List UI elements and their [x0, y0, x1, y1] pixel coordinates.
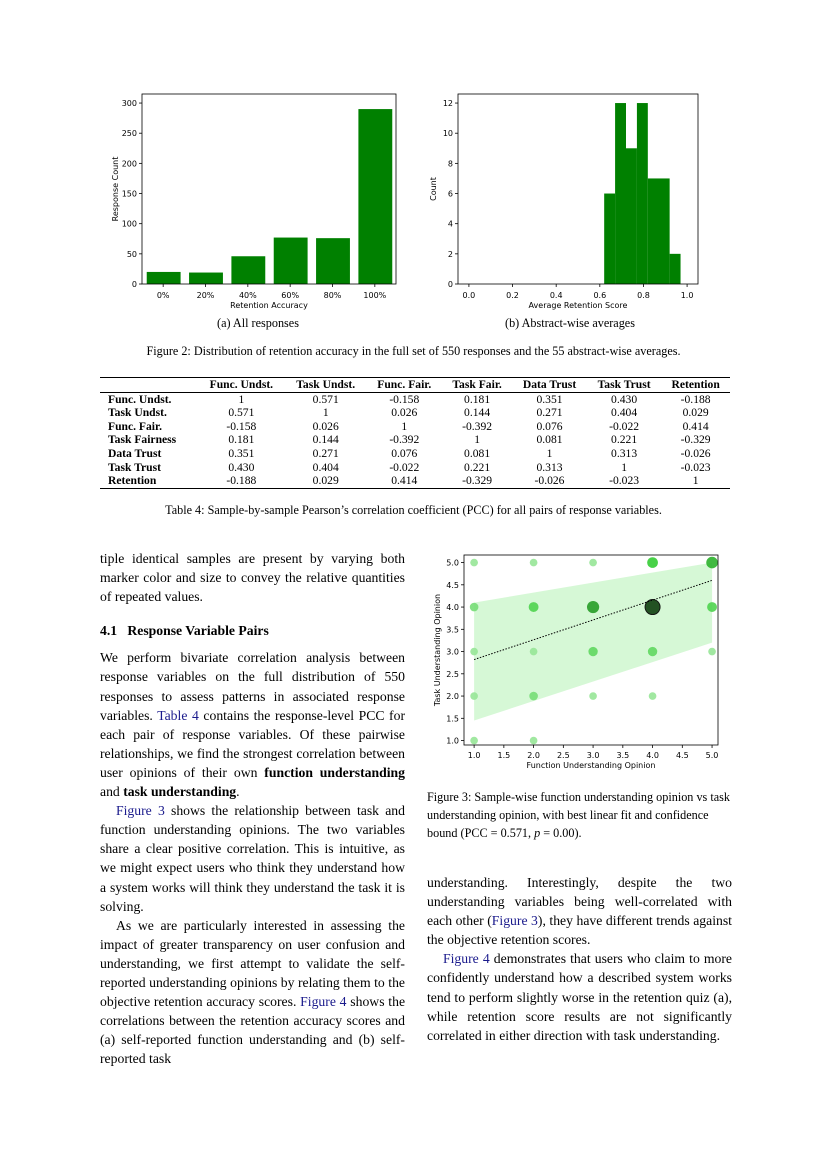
histogram-bar — [648, 178, 670, 284]
table-cell: -0.188 — [680, 392, 711, 406]
pcc-table — [100, 377, 730, 489]
table-cell: 0.404 — [312, 460, 339, 474]
table-cell: -0.022 — [609, 419, 640, 433]
text: = 0.00). — [543, 826, 582, 841]
table-cell: -0.023 — [680, 460, 711, 474]
table-cell: -0.329 — [462, 474, 493, 488]
row-header: Task Undst. — [108, 406, 167, 420]
y-tick-label: 3.0 — [446, 647, 459, 657]
y-tick-label: 3.5 — [446, 625, 459, 635]
table-cell: 1 — [401, 419, 408, 433]
table-cell: 0.144 — [464, 406, 491, 420]
bold-term: function understanding — [264, 764, 406, 780]
row-header: Task Trust — [108, 460, 161, 474]
scatter-point — [530, 737, 538, 745]
paragraph-5 — [427, 949, 732, 1044]
table-cell: 0.029 — [682, 406, 709, 420]
scatter-point — [589, 559, 597, 567]
figure3-link[interactable]: Figure 3 — [116, 803, 165, 819]
paragraph-4 — [427, 873, 732, 949]
table-cell: 0.404 — [611, 406, 638, 420]
scatter-point — [470, 559, 478, 567]
x-axis-label: Function Understanding Opinion — [526, 761, 656, 770]
x-tick-label: 1.0 — [467, 751, 481, 760]
table-header: Data Trust — [522, 378, 577, 391]
table-cell: 1 — [238, 392, 245, 406]
y-tick-label: 8 — [447, 159, 453, 169]
text: shows the correlations between the retention accuracy scores and (a) self-reported function understanding and (b) self-reported task — [100, 994, 406, 1067]
y-axis-label: Task Understanding Opinion — [433, 593, 442, 707]
left-column — [100, 549, 405, 1068]
table4-link[interactable]: Table 4 — [157, 707, 199, 723]
table-cell: 0.430 — [611, 392, 638, 406]
y-tick-label: 6 — [447, 189, 453, 199]
y-tick-label: 10 — [442, 129, 453, 139]
x-tick-label: 0.0 — [462, 291, 476, 300]
table-header: Func. Fair. — [377, 378, 432, 391]
table-header-row — [100, 378, 730, 393]
y-tick-label: 4 — [447, 219, 453, 229]
x-tick-label: 60% — [281, 291, 300, 300]
chart-retention-accuracy — [108, 88, 408, 310]
table-cell: 0.144 — [312, 433, 339, 447]
x-tick-label: 2.0 — [527, 751, 540, 760]
table-cell: 0.081 — [464, 446, 491, 460]
row-header: Retention — [108, 474, 157, 488]
histogram-bar — [626, 148, 637, 284]
table-cell: -0.392 — [389, 433, 420, 447]
x-tick-label: 0.4 — [549, 291, 563, 300]
y-tick-label: 300 — [121, 99, 137, 109]
table-cell: 0.271 — [536, 406, 563, 420]
right-column — [427, 873, 732, 1045]
paragraph-2 — [100, 801, 405, 916]
table-header: Retention — [671, 378, 720, 391]
bold-term: task understanding — [123, 784, 237, 800]
x-tick-label: 3.5 — [616, 751, 630, 760]
table-cell: 0.076 — [391, 446, 418, 460]
scatter-point — [588, 647, 597, 656]
table-cell: 1 — [692, 474, 699, 488]
text: . — [236, 784, 240, 800]
y-tick-label: 12 — [442, 99, 453, 109]
table-row — [100, 447, 730, 461]
text: ), they have different trends against the objective retention scores. — [427, 913, 732, 948]
scatter-point — [470, 737, 478, 745]
scatter-point — [649, 692, 657, 700]
row-header: Func. Undst. — [108, 392, 172, 406]
text: Figure 3: Sample-wise function understanding opinion vs task understanding opinion, with best linear fit and confidence bound (PCC — [427, 790, 730, 841]
x-tick-label: 100% — [363, 291, 387, 300]
paragraph-3 — [100, 916, 405, 1069]
text: As we are particularly interested in assessing the impact of greater transparency on user confusion and understanding, we first attempt to validate the self-reported understanding opinions by relating them to the objective retention accuracy scores. — [100, 917, 405, 1010]
figure2a-caption: (a) All responses — [217, 316, 299, 330]
table-cell: -0.158 — [226, 419, 257, 433]
scatter-point — [708, 648, 716, 656]
table-cell: 0.221 — [464, 460, 491, 474]
text: contains the response-level PCC for each pair of response variables. Of these pairwise relationships, we find the strongest correlation between user opinions of their own — [100, 707, 406, 780]
y-axis-label: Count — [429, 177, 438, 201]
text: shows the relationship between task and function understanding opinions. The two variables share a clear positive correlation. This is intuitive, as we might expect users who think they understand how a system works will think they understand the task it is solving. — [100, 803, 405, 914]
scatter-point — [587, 601, 599, 613]
x-tick-label: 4.0 — [646, 751, 659, 760]
table-cell: 0.351 — [228, 446, 255, 460]
table-cell: 0.571 — [312, 392, 339, 406]
figure2b-caption: (b) Abstract-wise averages — [505, 316, 635, 330]
y-tick-label: 2.0 — [446, 692, 459, 702]
table-cell: 0.026 — [312, 419, 339, 433]
text: demonstrates that users who claim to more confidently understand how a described system works tend to perform slightly worse in the retention quiz (a), while retention score results are not significantly correlated in either direction with task understanding. — [427, 951, 733, 1043]
bar — [189, 273, 223, 284]
section-title: Response Variable Pairs — [127, 623, 269, 639]
table-cell: 0.221 — [611, 433, 638, 447]
table-cell: 0.313 — [536, 460, 563, 474]
x-tick-label: 0.2 — [506, 291, 519, 300]
table-cell: 0.181 — [464, 392, 491, 406]
table-header: Task Undst. — [296, 378, 356, 391]
y-tick-label: 4.0 — [446, 603, 459, 613]
table-cell: 0.026 — [391, 406, 418, 420]
text: We perform bivariate correlation analysis between response variables on the full distribution of 550 responses to assess patterns in associated response variables. — [100, 650, 405, 723]
table-cell: 0.076 — [536, 419, 563, 433]
table-row — [100, 474, 730, 488]
table-cell: 0.351 — [536, 392, 563, 406]
figure3-link[interactable]: Figure 3 — [491, 913, 538, 929]
x-axis-label: Average Retention Score — [528, 301, 628, 310]
text: p — [534, 826, 541, 841]
table-cell: 1 — [546, 446, 553, 460]
table-header — [100, 378, 198, 393]
scatter-point — [529, 692, 538, 701]
y-tick-label: 1.5 — [446, 714, 459, 724]
scatter-point — [529, 602, 539, 612]
table-header: Task Fair. — [452, 378, 502, 391]
table-cell: 0.414 — [391, 474, 418, 488]
figure4-link[interactable]: Figure 4 — [443, 951, 490, 967]
text: understanding. Interestingly, despite the two understanding variables being well-correlated with each other ( — [427, 875, 732, 929]
scatter-point — [530, 648, 538, 656]
x-tick-label: 80% — [323, 291, 342, 300]
x-axis-label: Retention Accuracy — [230, 301, 308, 310]
scatter-point — [706, 557, 718, 569]
x-tick-label: 1.5 — [497, 751, 511, 760]
table-cell: -0.022 — [389, 460, 420, 474]
y-tick-label: 2.5 — [446, 669, 459, 679]
bar — [231, 256, 265, 284]
table-cell: 0.271 — [312, 446, 339, 460]
table-cell: 1 — [322, 406, 329, 420]
x-tick-label: 2.5 — [556, 751, 570, 760]
table-header: Task Trust — [597, 378, 651, 391]
table-cell: -0.026 — [534, 474, 565, 488]
chart-average-retention — [426, 88, 706, 310]
bar — [316, 238, 350, 284]
y-tick-label: 200 — [121, 159, 137, 169]
scatter-point — [470, 692, 478, 700]
section-heading — [100, 621, 405, 640]
paragraph-1 — [100, 648, 405, 801]
table-cell: 0.414 — [682, 419, 709, 433]
table-cell: -0.158 — [389, 392, 420, 406]
table-row — [100, 420, 730, 434]
y-axis-label: Response Count — [111, 156, 120, 222]
text: and — [100, 784, 120, 800]
table-header: Func. Undst. — [209, 378, 274, 391]
histogram-bar — [670, 254, 681, 284]
histogram-bar — [615, 103, 626, 284]
histogram-bar — [604, 194, 615, 284]
bar — [147, 272, 181, 284]
table-row — [100, 406, 730, 420]
y-tick-label: 100 — [121, 219, 137, 229]
section-number: 4.1 — [100, 623, 118, 639]
table-cell: -0.188 — [226, 474, 257, 488]
table-cell: -0.023 — [609, 474, 640, 488]
scatter-point — [470, 603, 479, 612]
x-tick-label: 4.5 — [675, 751, 689, 760]
y-tick-label: 5.0 — [446, 558, 459, 568]
y-tick-label: 1.0 — [446, 736, 459, 746]
x-tick-label: 20% — [196, 291, 215, 300]
bar — [274, 238, 308, 284]
x-tick-label: 0.6 — [593, 291, 607, 300]
table-cell: 0.430 — [228, 460, 255, 474]
scatter-point — [645, 600, 660, 615]
text: = 0.571, — [490, 826, 532, 841]
scatter-point — [589, 692, 597, 700]
figure3-caption — [427, 788, 732, 843]
plot-frame — [142, 94, 396, 284]
table-cell: 0.029 — [312, 474, 339, 488]
table-cell: 0.181 — [228, 433, 255, 447]
chart-understanding-scatter — [428, 551, 730, 777]
x-tick-label: 0.8 — [637, 291, 650, 300]
table-row — [100, 433, 730, 447]
figure2-caption: Figure 2: Distribution of retention accuracy in the full set of 550 responses and the 55 abstract-wise averages. — [146, 344, 681, 358]
table-cell: 1 — [621, 460, 627, 474]
scatter-point — [647, 557, 658, 568]
table-cell: 0.313 — [611, 446, 638, 460]
y-tick-label: 0 — [131, 280, 137, 289]
scatter-point — [470, 648, 478, 656]
scatter-point — [707, 602, 717, 612]
x-tick-label: 40% — [238, 291, 257, 300]
histogram-bar — [637, 103, 648, 284]
table-row — [100, 392, 730, 406]
intro-paragraph: tiple identical samples are present by varying both marker color and size to convey the relative quantities of repeated values. — [100, 551, 405, 605]
x-tick-label: 3.0 — [586, 751, 600, 760]
bar — [358, 109, 392, 284]
table-cell: 0.081 — [536, 433, 563, 447]
y-tick-label: 150 — [121, 189, 137, 199]
y-tick-label: 0 — [447, 280, 453, 289]
table-row — [100, 461, 730, 475]
figure4-link[interactable]: Figure 4 — [300, 994, 347, 1010]
row-header: Func. Fair. — [108, 419, 162, 433]
row-header: Data Trust — [108, 446, 162, 460]
x-tick-label: 5.0 — [705, 751, 719, 760]
x-tick-label: 1.0 — [680, 291, 694, 300]
y-tick-label: 50 — [126, 249, 137, 259]
table-cell: 0.571 — [228, 406, 255, 420]
table-cell: -0.329 — [680, 433, 711, 447]
y-tick-label: 4.5 — [446, 580, 459, 590]
row-header: Task Fairness — [108, 433, 177, 447]
y-tick-label: 2 — [447, 249, 453, 259]
scatter-point — [648, 647, 657, 656]
table-cell: -0.026 — [680, 446, 711, 460]
x-tick-label: 0% — [156, 291, 170, 300]
table4-caption: Table 4: Sample-by-sample Pearson’s correlation coefficient (PCC) for all pairs of response variables. — [165, 503, 662, 517]
scatter-point — [530, 559, 538, 567]
table-cell: -0.392 — [462, 419, 493, 433]
table-cell: 1 — [474, 433, 480, 447]
y-tick-label: 250 — [121, 129, 137, 139]
